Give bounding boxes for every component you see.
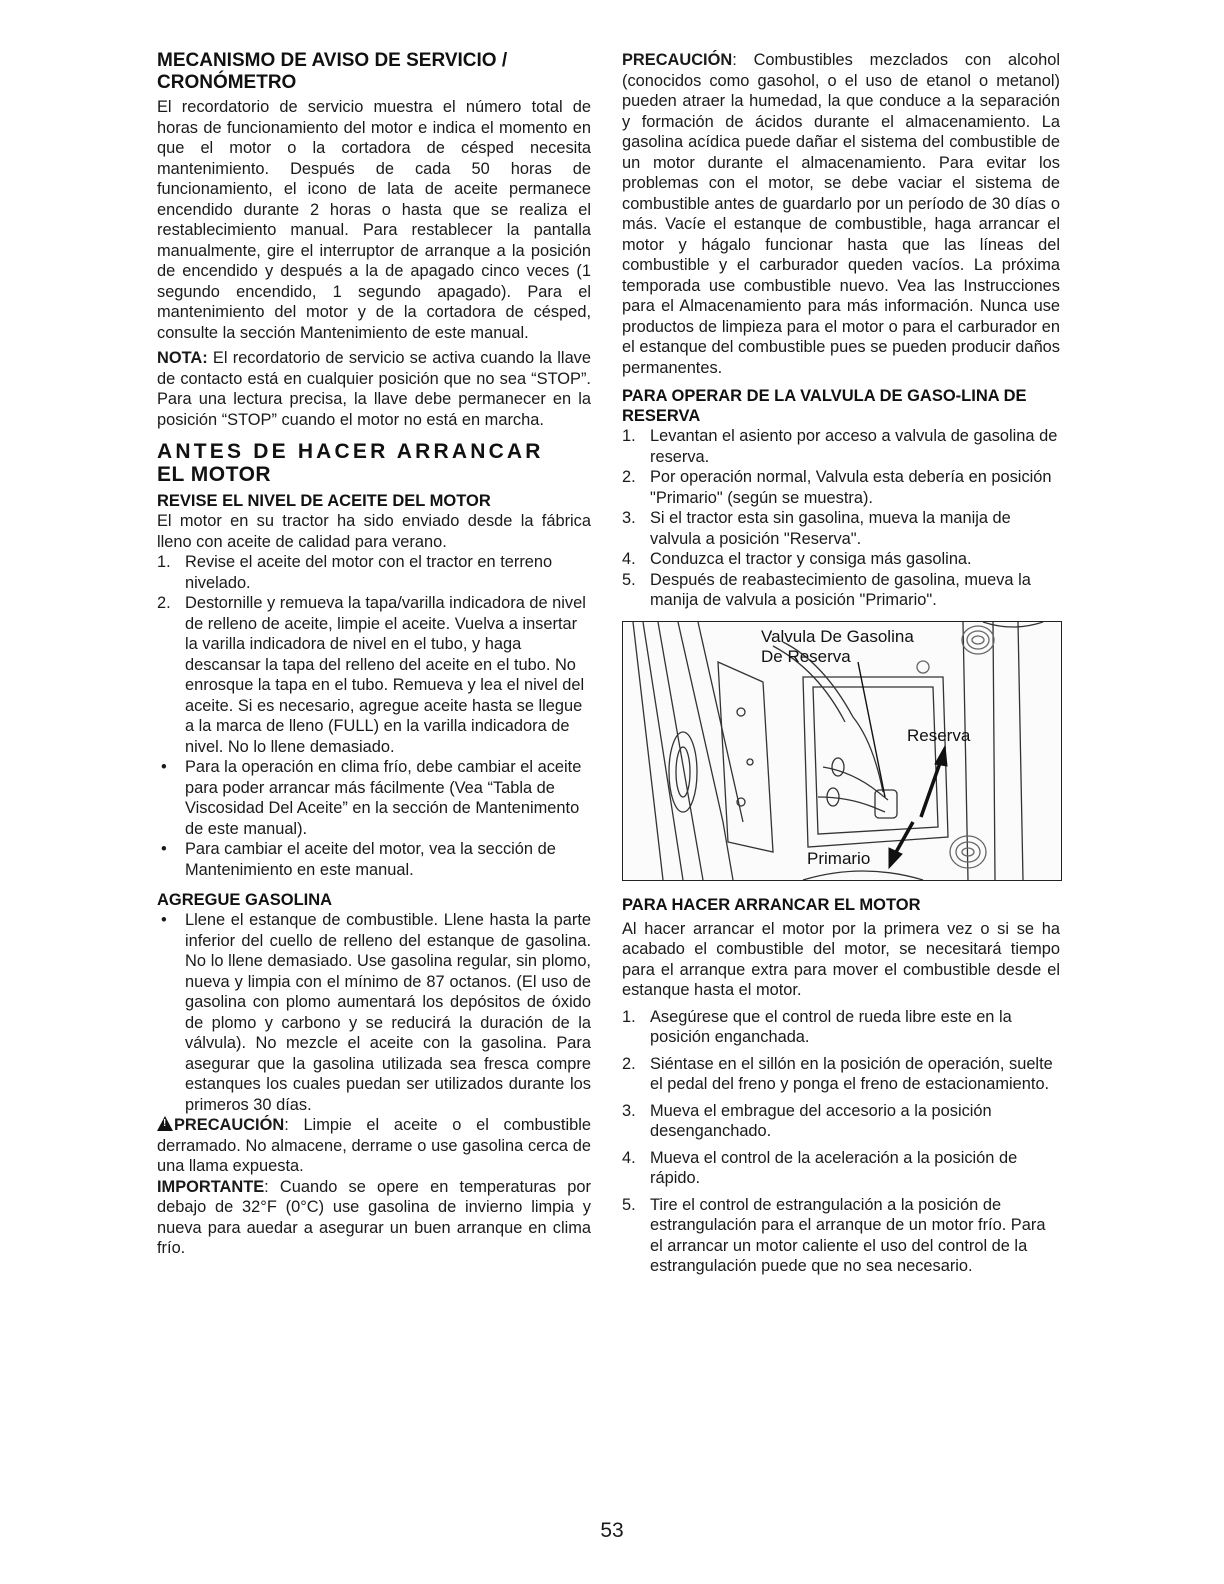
list-text: Destornille y remueva la tapa/varilla indicadora de nivel de relleno de aceite, limpie el aceite. Vuelva a insertar la varilla indicadora de nivel en el tubo, y haga descansar la tapa del relleno del aceite en el tubo. No enrosque la tapa en el tubo. Remueva y lea el nivel del aceite. Si es necesario, agregue aceite hasta se llegue a la marca de lleno (FULL) en la varilla indicadora de nivel. No lo llene demasiado. (185, 594, 586, 756)
list-item (157, 593, 591, 757)
list-text: Levantan el asiento por acceso a valvula de gasolina de reserva. (650, 427, 1058, 466)
list-text: Revise el aceite del motor con el tractor en terreno nivelado. (185, 553, 553, 592)
reserve-valve-figure (622, 621, 1062, 881)
list-item (157, 839, 591, 880)
list-number: 4. (622, 550, 636, 568)
before-start-heading-line1: ANTES DE HACER ARRANCAR (157, 440, 544, 463)
reserve-position-label: Reserva (907, 725, 971, 745)
reserve-valve-heading: PARA OPERAR DE LA VALVULA DE GASO-LINA DE RESERVA (622, 387, 1027, 425)
list-item (622, 1148, 1060, 1189)
list-number: 2. (157, 594, 171, 612)
bullet-icon: • (161, 911, 167, 929)
important-text: : Cuando se opere en temperaturas por debajo de 32°F (0°C) use gasolina de invierno limpia y nueva para auedar a asegurar un buen arranque en clima frío. (157, 1177, 591, 1257)
list-number: 5. (622, 1195, 636, 1214)
list-text: Asegúrese que el control de rueda libre este en la posición enganchada. (650, 1007, 1012, 1046)
list-item (622, 1101, 1060, 1142)
list-item (157, 757, 591, 839)
list-item (622, 426, 1060, 467)
caution-label: PRECAUCIÓN (622, 51, 733, 69)
list-text: Después de reabastecimiento de gasolina, mueva la manija de valvula a posición "Primario". (650, 570, 1031, 609)
list-number: 1. (622, 1007, 636, 1026)
list-number: 2. (622, 468, 636, 486)
list-text: Para cambiar el aceite del motor, vea la sección de Mantenimiento en este manual. (185, 840, 556, 879)
service-reminder-heading: MECANISMO DE AVISO DE SERVICIO / CRONÓMETRO (157, 50, 508, 93)
list-item (622, 549, 1060, 570)
add-fuel-bullets (157, 910, 591, 1115)
start-engine-intro: Al hacer arrancar el motor por la primera vez o si se ha acabado el combustible del motor, se necesitará tiempo para el arranque extra para mover el combustible desde el estanque hasta el motor. (622, 919, 1060, 999)
valve-label-line2: De Reserva (761, 646, 851, 666)
list-number: 1. (622, 427, 636, 445)
list-text: Mueva el embrague del accesorio a la posición desenganchado. (650, 1101, 992, 1140)
check-oil-heading: REVISE EL NIVEL DE ACEITE DEL MOTOR (157, 492, 491, 510)
list-number: 5. (622, 570, 636, 589)
list-text: Mueva el control de la aceleración a la posición de rápido. (650, 1148, 1018, 1187)
caution-text: : Limpie el aceite o el combustible derramado. No almacene, derrame o use gasolina cerca de una llama expuesta. (157, 1116, 591, 1175)
reserve-valve-steps (622, 426, 1060, 611)
start-engine-steps (622, 1007, 1060, 1277)
left-column (157, 50, 591, 1259)
list-item (622, 467, 1060, 508)
note-text: El recordatorio de servicio se activa cuando la llave de contacto está en cualquier posición que no sea “STOP”. Para una lectura precisa, la llave debe permanecer en la posición “STOP” cuando el motor no está en marcha. (157, 349, 591, 429)
before-start-heading-line2: EL MOTOR (157, 463, 272, 486)
list-number: 4. (622, 1148, 636, 1167)
note-label: NOTA: (157, 349, 208, 367)
list-text: Llene el estanque de combustible. Llene hasta la parte inferior del cuello de relleno del estanque de gasolina. No lo llene demasiado. Use gasolina regular, sin plomo, nueva y limpia con el mínimo de 87 octanos. (El uso de gasolina con plomo aumentará los depósitos de óxido de plomo y carbono y se reducirá la duración de la válvula). No mezcle el aceite con la gasolina. Para asegurar que la gasolina utilizada sea fresca compre estanques los cuales puedan ser utilizados durante los primeros 30 días. (185, 911, 591, 1114)
bullet-icon: • (161, 758, 167, 776)
list-number: 1. (157, 553, 171, 571)
service-reminder-paragraph: El recordatorio de servicio muestra el número total de horas de funcionamiento del motor e indica el momento en que el motor o la cortadora de césped necesita mantenimiento. Después de cada 50 horas de funcionamiento, el icono de lata de aceite permanece encendido durante 2 horas o hasta que se realiza el restablecimiento manual. Para restablecer la pantalla manualmente, gire el interruptor de arranque a la posición de encendido y después a la de apagado cinco veces (1 segundo encendido, 1 segundo apagado). Para el mantenimiento del motor y de la cortadora de césped, consulte la sección Mantenimiento de este manual. (157, 98, 591, 342)
list-text: Siéntase en el sillón en la posición de operación, suelte el pedal del freno y ponga el freno de estacionamiento. (650, 1054, 1053, 1093)
service-reminder-note (157, 348, 591, 430)
list-number: 2. (622, 1054, 636, 1073)
check-oil-intro: El motor en su tractor ha sido enviado desde la fábrica lleno con aceite de calidad para verano. (157, 512, 591, 551)
warning-triangle-icon (157, 1116, 173, 1131)
list-text: Para la operación en clima frío, debe cambiar el aceite para poder arrancar más fácilmente (Vea “Tabla de Viscosidad Del Aceite” en la sección de Mantenimento de este manual). (185, 758, 582, 838)
list-number: 3. (622, 509, 636, 527)
list-text: Por operación normal, Valvula esta debería en posición "Primario" (según se muestra). (650, 468, 1052, 507)
list-item (622, 1007, 1060, 1048)
caution-text: : Combustibles mezclados con alcohol (conocidos como gasohol, o el uso de etanol o metanol) pueden atraer la humedad, la que conduce a la separación y formación de ácidos durante el almacenamiento. La gasolina acídica puede dañar el sistema del combustible de un motor durante el almacenamiento. Para evitar los problemas con el motor, se debe vaciar el sistema de combustible antes de guardarlo por un período de 30 días o más. Vacíe el estanque de combustible, haga arrancar el motor y hágalo funcionar hasta que las líneas del combustible y el carburador queden vacíos. La próxima temporada use combustible nuevo. Vea las Instrucciones para el Almacenamiento para más información. Nunca use productos de limpieza para el motor o para el carburador en el estanque del combustible pues se pueden producir daños permanentes. (622, 51, 1060, 377)
start-engine-heading: PARA HACER ARRANCAR EL MOTOR (622, 895, 921, 914)
list-text: Tire el control de estrangulación a la posición de estrangulación para el arranque de un motor frío. Para el arrancar un motor caliente el uso del control de la estrangulación puede que no sea necesario. (650, 1195, 1046, 1275)
list-text: Si el tractor esta sin gasolina, mueva la manija de valvula a posición "Reserva". (650, 509, 1011, 548)
check-oil-bullets (157, 757, 591, 880)
list-text: Conduzca el tractor y consiga más gasolina. (650, 550, 972, 568)
primary-position-label: Primario (807, 848, 871, 868)
list-item (622, 570, 1060, 611)
list-item (622, 1054, 1060, 1095)
add-fuel-heading: AGREGUE GASOLINA (157, 891, 333, 909)
check-oil-steps (157, 552, 591, 757)
fuel-caution (157, 1115, 591, 1177)
bullet-icon: • (161, 840, 167, 858)
page-number: 53 (600, 1519, 624, 1542)
right-column (622, 50, 1060, 1277)
before-start-heading (157, 440, 591, 486)
list-item (157, 910, 591, 1115)
valve-label-line1: Valvula De Gasolina (761, 626, 914, 646)
list-item (622, 508, 1060, 549)
list-item (157, 552, 591, 593)
list-item (622, 1195, 1060, 1277)
caution-label: PRECAUCIÓN (174, 1116, 285, 1134)
list-number: 3. (622, 1101, 636, 1120)
important-label: IMPORTANTE (157, 1177, 265, 1196)
alcohol-fuel-caution (622, 50, 1060, 378)
fuel-important (157, 1177, 591, 1259)
